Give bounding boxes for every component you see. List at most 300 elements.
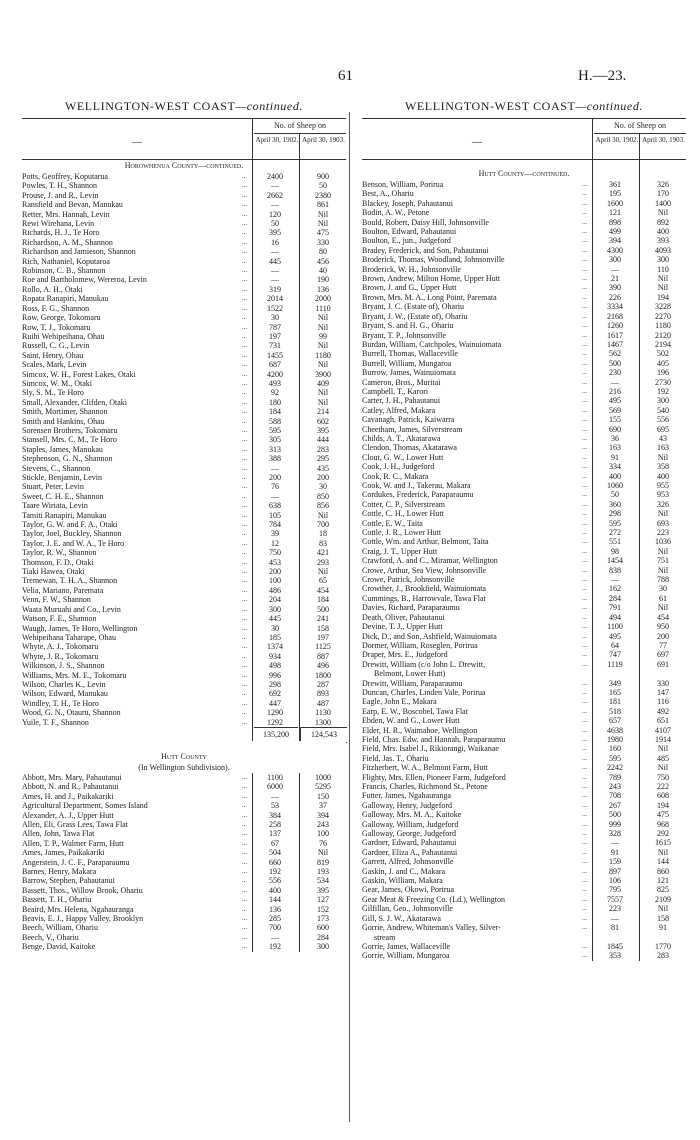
table-row bbox=[362, 425, 686, 434]
leader-dots: ... bbox=[582, 725, 588, 734]
sheep-1903: Nil bbox=[317, 341, 329, 351]
sheep-1903: 150 bbox=[317, 791, 329, 801]
holder-name: Cook, W. and J., Takerau, Makara bbox=[362, 481, 471, 490]
table-row bbox=[22, 360, 346, 369]
sheep-1903: 170 bbox=[657, 189, 669, 199]
table-row bbox=[362, 707, 686, 716]
left-header-year-1903: April 30, 1903. bbox=[302, 136, 345, 144]
sheep-1902: 204 bbox=[269, 595, 281, 605]
table-row bbox=[22, 228, 346, 237]
sheep-1902: 838 bbox=[609, 565, 621, 575]
leader-dots: ... bbox=[242, 294, 248, 303]
holder-name: Venn, F. W., Shannon bbox=[22, 595, 91, 605]
right-header-sheep: No. of Sheep on bbox=[614, 121, 666, 130]
holder-name: Beavis, E. J., Happy Valley, Brooklyn bbox=[22, 914, 144, 924]
leader-dots: ... bbox=[582, 678, 588, 687]
sheep-1902: 1119 bbox=[607, 659, 623, 669]
sheep-1903: Nil bbox=[657, 283, 669, 293]
table-row bbox=[22, 548, 346, 557]
holder-name: Stevens, C., Shannon bbox=[22, 463, 91, 473]
sheep-1903: 80 bbox=[319, 247, 327, 257]
sheep-1903: 435 bbox=[317, 463, 329, 473]
left-table-body bbox=[22, 160, 346, 952]
leader-dots: ... bbox=[242, 501, 248, 510]
sheep-1903: Nil bbox=[657, 546, 669, 556]
holder-name: Draper, Mrs. E., Judgeford bbox=[362, 650, 448, 660]
column-separator bbox=[349, 112, 350, 1122]
table-row bbox=[22, 407, 346, 416]
leader-dots: ... bbox=[242, 313, 248, 322]
table-row bbox=[362, 312, 686, 321]
holder-name: Smith and Hankins, Ohau bbox=[22, 416, 105, 426]
holder-name: Galloway, Henry, Judgeford bbox=[362, 800, 453, 810]
holder-name: Smith, Mortimer, Shannon bbox=[22, 407, 108, 417]
sheep-1902: 98 bbox=[611, 546, 619, 556]
leader-dots: ... bbox=[582, 913, 588, 922]
sheep-1903: 608 bbox=[657, 791, 669, 801]
leader-dots: ... bbox=[582, 885, 588, 894]
table-row bbox=[362, 566, 686, 575]
holder-name: Richards, H. J., Te Horo bbox=[22, 228, 100, 238]
leader-dots: ... bbox=[242, 463, 248, 472]
holder-name: Stephenson, G. N., Shannon bbox=[22, 454, 113, 464]
holder-name: Burrow, James, Wainuiomata bbox=[362, 368, 456, 378]
sheep-1903: 691 bbox=[657, 659, 669, 669]
leader-dots: ... bbox=[242, 904, 248, 913]
sheep-1903: Nil bbox=[657, 904, 669, 914]
holder-name: Tiaki Hawea, Otaki bbox=[22, 567, 85, 577]
sheep-1903: 454 bbox=[657, 612, 669, 622]
sheep-1902: 795 bbox=[609, 885, 621, 895]
leader-dots: ... bbox=[582, 687, 588, 696]
sheep-1903: 892 bbox=[657, 217, 669, 227]
sheep-1903: 953 bbox=[657, 490, 669, 500]
holder-name: Beaird, Mrs. Helena, Ngahauranga bbox=[22, 904, 134, 914]
leader-dots: ... bbox=[242, 228, 248, 237]
table-row bbox=[22, 718, 346, 727]
leader-dots: ... bbox=[582, 537, 588, 546]
table-row bbox=[362, 763, 686, 772]
page-number: 61 bbox=[338, 68, 353, 84]
table-row bbox=[362, 838, 686, 847]
table-row bbox=[22, 313, 346, 322]
sheep-1903: 65 bbox=[319, 576, 327, 586]
leader-dots: ... bbox=[582, 546, 588, 555]
holder-name: Catley, Alfred, Makara bbox=[362, 405, 436, 415]
table-row bbox=[362, 679, 686, 688]
sheep-1902: 53 bbox=[271, 801, 279, 811]
holder-name: Cottle, C. H., Lower Hutt bbox=[362, 509, 444, 519]
sheep-1903: 955 bbox=[657, 481, 669, 490]
sheep-1902: 731 bbox=[269, 341, 281, 351]
table-row bbox=[362, 528, 686, 537]
table-row bbox=[362, 632, 686, 641]
table-row bbox=[362, 895, 686, 904]
sheep-1902: — bbox=[611, 575, 619, 585]
sheep-1903: 751 bbox=[657, 556, 669, 566]
sheep-1903: 695 bbox=[657, 424, 669, 434]
table-row bbox=[22, 370, 346, 379]
leader-dots: ... bbox=[582, 951, 588, 960]
holder-name: Childs, A. T., Akatarawa bbox=[362, 433, 441, 443]
leader-dots: ... bbox=[582, 396, 588, 405]
leader-dots: ... bbox=[242, 661, 248, 670]
sheep-1902: 184 bbox=[269, 407, 281, 417]
sheep-1903: 284 bbox=[317, 932, 329, 942]
holder-name: Brown, Mrs. M. A., Long Point, Paremata bbox=[362, 292, 497, 302]
table-row bbox=[22, 708, 346, 717]
leader-dots: ... bbox=[242, 435, 248, 444]
holder-name: Field, Chas. Edw. and Hannah, Paraparaumu bbox=[362, 734, 506, 744]
holder-name: Cummings, B., Harrowvale, Tawa Flat bbox=[362, 593, 486, 603]
sheep-1903: 394 bbox=[317, 810, 329, 820]
table-row bbox=[362, 669, 686, 678]
table-row bbox=[362, 782, 686, 791]
table-row bbox=[362, 867, 686, 876]
sheep-1902: 569 bbox=[609, 405, 621, 415]
table-row bbox=[22, 323, 346, 332]
sheep-1903: 222 bbox=[657, 782, 669, 791]
leader-dots: ... bbox=[242, 782, 248, 791]
sheep-1903: 3900 bbox=[315, 369, 331, 379]
sheep-1903: 77 bbox=[659, 640, 667, 650]
sheep-1902: 562 bbox=[609, 349, 621, 359]
table-row bbox=[362, 236, 686, 245]
table-row bbox=[22, 858, 346, 867]
sheep-1903: 300 bbox=[657, 255, 669, 265]
sheep-1903: 700 bbox=[317, 520, 329, 530]
table-row bbox=[362, 283, 686, 292]
table-row bbox=[22, 426, 346, 435]
sheep-1903: 600 bbox=[317, 923, 329, 933]
holder-name: Ames, H. and J., Paikakariki bbox=[22, 791, 114, 801]
sheep-1903: 136 bbox=[317, 284, 329, 294]
total-1903: 124,543 bbox=[300, 727, 347, 743]
sheep-1902: 91 bbox=[611, 847, 619, 857]
table-row bbox=[362, 396, 686, 405]
table-row bbox=[362, 622, 686, 631]
holder-name: Gear, James, Okowi, Porirua bbox=[362, 885, 455, 895]
sheep-1903: 893 bbox=[317, 689, 329, 699]
table-row bbox=[362, 462, 686, 471]
table-row bbox=[362, 302, 686, 311]
holder-name: Taare Wiriata, Levin bbox=[22, 501, 88, 511]
sheep-1903: 2109 bbox=[655, 894, 671, 904]
sheep-1902: 200 bbox=[269, 567, 281, 577]
leader-dots: ... bbox=[582, 584, 588, 593]
holder-name: Davies, Richard, Paraparaumu bbox=[362, 603, 460, 613]
sheep-1903: 556 bbox=[657, 415, 669, 425]
sheep-1902: 595 bbox=[609, 753, 621, 763]
sheep-1903: 110 bbox=[657, 264, 669, 274]
sheep-1903: 127 bbox=[317, 895, 329, 905]
holder-name: Burdan, William, Catchpoles, Wainuiomata bbox=[362, 339, 502, 349]
holder-name: Broderick, Thomas, Woodland, Johnsonville bbox=[362, 255, 505, 265]
leader-dots: ... bbox=[582, 631, 588, 640]
sheep-1903: 693 bbox=[657, 518, 669, 528]
leader-dots: ... bbox=[582, 321, 588, 330]
sheep-1902: 64 bbox=[611, 640, 619, 650]
sheep-1902: 30 bbox=[271, 623, 279, 633]
sheep-1903: 173 bbox=[317, 914, 329, 924]
table-row bbox=[22, 886, 346, 895]
leader-dots: ... bbox=[242, 209, 248, 218]
sheep-1902: 445 bbox=[269, 614, 281, 624]
sheep-1903: Nil bbox=[657, 509, 669, 519]
table-row bbox=[22, 501, 346, 510]
holder-name: Ross, F. G., Shannon bbox=[22, 303, 90, 313]
leader-dots: ... bbox=[582, 490, 588, 499]
sheep-1903: Nil bbox=[657, 763, 669, 773]
table-row bbox=[362, 641, 686, 650]
leader-dots: ... bbox=[582, 415, 588, 424]
holder-name: Benson, William, Porirua bbox=[362, 180, 444, 189]
table-row bbox=[362, 189, 686, 198]
sheep-1902: 67 bbox=[271, 838, 279, 848]
leader-dots: ... bbox=[242, 407, 248, 416]
leader-dots: ... bbox=[242, 595, 248, 604]
table-row bbox=[362, 650, 686, 659]
table-row bbox=[22, 923, 346, 932]
sheep-1903: 2120 bbox=[655, 330, 671, 340]
sheep-1902: — bbox=[271, 932, 279, 942]
table-row bbox=[362, 246, 686, 255]
leader-dots: ... bbox=[582, 593, 588, 602]
section-heading: Hutt County—continued. bbox=[478, 169, 570, 178]
sheep-1902: 2242 bbox=[607, 763, 623, 773]
holder-name: Gear Meat & Freezing Co. (Ld.), Wellington bbox=[362, 894, 505, 904]
sheep-1903: 30 bbox=[659, 584, 667, 594]
holder-name: Clout, G. W., Lower Hutt bbox=[362, 452, 444, 462]
sheep-1903: Nil bbox=[317, 567, 329, 577]
leader-dots: ... bbox=[582, 264, 588, 273]
sheep-1903: 1770 bbox=[655, 941, 671, 951]
table-row bbox=[22, 895, 346, 904]
leader-dots: ... bbox=[242, 275, 248, 284]
sheep-1902: 137 bbox=[269, 829, 281, 839]
table-row bbox=[22, 219, 346, 228]
holder-name: Clendon, Thomas, Akatarawa bbox=[362, 443, 457, 453]
table-row bbox=[22, 529, 346, 538]
left-header-sheep: No. of Sheep on bbox=[274, 121, 326, 130]
table-row bbox=[22, 661, 346, 670]
table-row bbox=[22, 567, 346, 576]
leader-dots: ... bbox=[582, 274, 588, 283]
sheep-1902: 180 bbox=[269, 397, 281, 407]
holder-name: Cook, J. H., Judgeford bbox=[362, 462, 435, 472]
sheep-1902: 1845 bbox=[607, 941, 623, 951]
table-row bbox=[22, 210, 346, 219]
sheep-1903: 950 bbox=[657, 622, 669, 632]
holder-name: Sweet, C. H. E., Shannon bbox=[22, 491, 104, 501]
sheep-1903: 454 bbox=[317, 585, 329, 595]
holder-name: Benge, David, Kaitoke bbox=[22, 942, 96, 952]
leader-dots: ... bbox=[242, 425, 248, 434]
leader-dots: ... bbox=[242, 876, 248, 885]
sheep-1902: 2662 bbox=[267, 190, 283, 200]
leader-dots: ... bbox=[582, 377, 588, 386]
table-row bbox=[362, 443, 686, 452]
sheep-1902: 486 bbox=[269, 585, 281, 595]
sheep-1903: 540 bbox=[657, 405, 669, 415]
sheep-1902: 1600 bbox=[607, 198, 623, 208]
sheep-1903: 214 bbox=[317, 407, 329, 417]
sheep-1903: 197 bbox=[317, 632, 329, 642]
leader-dots: ... bbox=[582, 706, 588, 715]
holder-name: Taylor, J. E. and W. A., Te Horo bbox=[22, 538, 125, 548]
holder-name: Gaskin, William, Makara bbox=[362, 876, 443, 886]
table-row bbox=[22, 801, 346, 810]
sheep-1903: 1110 bbox=[315, 303, 331, 313]
sheep-1903: 2000 bbox=[315, 294, 331, 304]
sheep-1902: 76 bbox=[271, 482, 279, 492]
holder-name: Staples, James, Manukau bbox=[22, 444, 103, 454]
holder-name: Ruihi Wehipeihana, Ohau bbox=[22, 331, 105, 341]
leader-dots: ... bbox=[582, 189, 588, 198]
sheep-1902: 657 bbox=[609, 716, 621, 726]
leader-dots: ... bbox=[582, 819, 588, 828]
leader-dots: ... bbox=[582, 716, 588, 725]
holder-name: Wilkinson, J. S., Shannon bbox=[22, 661, 105, 671]
holder-name: Gardner, Eliza A., Pahautanui bbox=[362, 847, 458, 857]
holder-name: Gorrie, James, Wallaceville bbox=[362, 941, 451, 951]
holder-name: Broderick, W. H., Johnsonville bbox=[362, 264, 461, 274]
sheep-1903: 1000 bbox=[315, 772, 331, 782]
right-title-suffix: —continued. bbox=[575, 99, 644, 113]
holder-name: Wehipeihana Taharape, Ohau bbox=[22, 632, 116, 642]
sheep-1903: Nil bbox=[317, 219, 329, 229]
sheep-1903: 30 bbox=[319, 482, 327, 492]
sheep-1902: 934 bbox=[269, 651, 281, 661]
holder-name: Cavanagh, Patrick, Kaiwarra bbox=[362, 415, 455, 425]
holder-name: Roe and Bartholomew, Wereroa, Levin bbox=[22, 275, 147, 285]
sheep-1902: 1455 bbox=[267, 350, 283, 360]
sheep-1902: 223 bbox=[609, 904, 621, 914]
table-row bbox=[22, 671, 346, 680]
holder-name: Gorrie, Andrew, Whiteman's Valley, Silver- bbox=[362, 923, 501, 933]
sheep-1902: 897 bbox=[609, 866, 621, 876]
sheep-1902: 163 bbox=[609, 443, 621, 453]
leader-dots: ... bbox=[242, 698, 248, 707]
leader-dots: ... bbox=[582, 405, 588, 414]
table-row bbox=[22, 473, 346, 482]
holder-name: Garrett, Alfred, Johnsonville bbox=[362, 857, 454, 867]
holder-name: Gardner, Edward, Pahautanui bbox=[362, 838, 457, 848]
table-row bbox=[22, 275, 346, 284]
holder-name: Drewitt, William, Paraparaumu bbox=[362, 678, 463, 688]
table-row bbox=[362, 340, 686, 349]
leader-dots: ... bbox=[582, 810, 588, 819]
leader-dots: ... bbox=[242, 567, 248, 576]
holder-name: Boulton, E., jun., Judgeford bbox=[362, 236, 451, 246]
sheep-1902: 690 bbox=[609, 424, 621, 434]
left-header-rule bbox=[254, 133, 346, 134]
table-row bbox=[362, 218, 686, 227]
leader-dots: ... bbox=[582, 358, 588, 367]
sheep-1903: 860 bbox=[657, 866, 669, 876]
table-row bbox=[22, 341, 346, 350]
table-row bbox=[362, 481, 686, 490]
right-table-body bbox=[362, 160, 686, 961]
holder-name: Bryant, S. and H. G., Ohariu bbox=[362, 321, 454, 331]
sheep-1903: 856 bbox=[317, 501, 329, 511]
leader-dots: ... bbox=[242, 520, 248, 529]
table-row bbox=[22, 867, 346, 876]
leader-dots: ... bbox=[242, 642, 248, 651]
sheep-1902: 305 bbox=[269, 435, 281, 445]
sheep-1903: 395 bbox=[317, 425, 329, 435]
table-row bbox=[362, 406, 686, 415]
sheep-1903: 409 bbox=[317, 378, 329, 388]
table-row bbox=[22, 511, 346, 520]
holder-name: Blackey, Joseph, Pahautanui bbox=[362, 198, 454, 208]
table-row bbox=[362, 359, 686, 368]
table-row bbox=[362, 434, 686, 443]
table-row bbox=[362, 321, 686, 330]
leader-dots: ... bbox=[582, 650, 588, 659]
sheep-1902: 388 bbox=[269, 454, 281, 464]
holder-name: Sorensen Brothers, Tokomaru bbox=[22, 425, 118, 435]
sheep-1902: 1522 bbox=[267, 303, 283, 313]
holder-name: Powles, T. H., Shannon bbox=[22, 181, 98, 191]
leader-dots: ... bbox=[582, 349, 588, 358]
sheep-1902: 91 bbox=[611, 452, 619, 462]
leader-dots: ... bbox=[582, 481, 588, 489]
left-column-title bbox=[22, 98, 346, 114]
sheep-1902: 787 bbox=[269, 322, 281, 332]
sheep-1903: 444 bbox=[317, 435, 329, 445]
sheep-1902: 50 bbox=[271, 219, 279, 229]
sheep-1902: — bbox=[271, 266, 279, 276]
table-row bbox=[362, 791, 686, 800]
sheep-1903: 788 bbox=[657, 575, 669, 585]
leader-dots: ... bbox=[242, 614, 248, 623]
sheep-1902: 595 bbox=[269, 425, 281, 435]
holder-name: Boulton, Edward, Pahautanui bbox=[362, 227, 457, 237]
leader-dots: ... bbox=[582, 471, 588, 480]
table-row bbox=[22, 454, 346, 463]
holder-name: Richardson and Jamieson, Shannon bbox=[22, 247, 136, 257]
sheep-1902: 499 bbox=[609, 227, 621, 237]
table-row bbox=[362, 415, 686, 424]
sheep-1902: 500 bbox=[609, 358, 621, 368]
holder-name: Death, Oliver, Pahautanui bbox=[362, 612, 445, 622]
leader-dots: ... bbox=[242, 548, 248, 557]
sheep-1902: 155 bbox=[609, 415, 621, 425]
sheep-1903: 534 bbox=[317, 876, 329, 886]
sheep-1903: 121 bbox=[657, 876, 669, 886]
table-row bbox=[22, 942, 346, 951]
holder-name: Waata Muruahi and Co., Levin bbox=[22, 604, 121, 614]
sheep-1903: 194 bbox=[657, 800, 669, 810]
sheep-1902: 334 bbox=[609, 462, 621, 472]
leader-dots: ... bbox=[582, 894, 588, 903]
leader-dots: ... bbox=[582, 217, 588, 226]
leader-dots: ... bbox=[242, 510, 248, 519]
leader-dots: ... bbox=[582, 904, 588, 913]
holder-name: Taylor, Joel, Buckley, Shannon bbox=[22, 529, 122, 539]
table-row bbox=[22, 605, 346, 614]
sheep-1903: Nil bbox=[317, 322, 329, 332]
leader-dots: ... bbox=[242, 838, 248, 847]
sheep-1902: — bbox=[611, 838, 619, 848]
right-header-dash: — bbox=[472, 137, 482, 148]
sheep-1902: 298 bbox=[609, 509, 621, 519]
sheep-1903: 300 bbox=[657, 396, 669, 406]
holder-name: Williams, Mrs. M. E., Tokomaru bbox=[22, 670, 127, 680]
leader-dots: ... bbox=[242, 350, 248, 359]
table-row bbox=[22, 238, 346, 247]
